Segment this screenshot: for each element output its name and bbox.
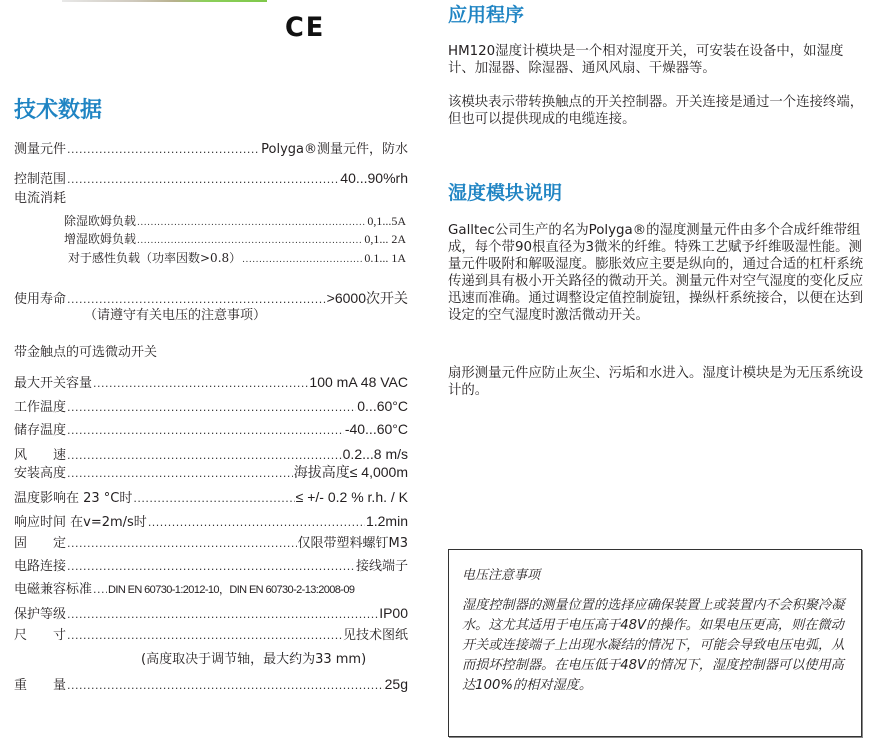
voltage-notice-text: 湿度控制器的测量位置的选择应确保装置上或装置内不会积聚冷凝水。这尤其适用于电压高于48V的操作。如果电压更高，则在微动开关或连接端子上出现水凝结的情况下，可能会导致电压电弧，从而损坏控制器。在电压低于48V的情况下，湿度控制器可以使用高达100%的相对湿度。 [462,598,845,693]
spec-row-dimensions [14,628,408,644]
spec-label: 最大开关容量 [14,376,93,391]
spec-label: 风 速 [14,448,67,463]
spec-label: 电磁兼容标准 [14,582,93,597]
leader-dots [67,423,344,439]
leader-dots [67,678,384,694]
spec-label: 对于感性负载（功率因数>0.8） [68,251,242,265]
spec-label: 使用寿命 [14,292,67,307]
application-paragraph-1: HM120湿度计模块是一个相对湿度开关，可安装在设备中，如湿度计、加湿器、除湿器、通风风扇、干燥器等。 [448,44,844,76]
spec-row-storage-temp [14,421,408,439]
spec-value: DIN EN 60730-1:2012-10，DIN EN 60730-2-13:2008-09 [108,584,355,596]
spec-value: >6000次开关 [326,290,408,306]
leader-dots [67,400,356,416]
spec-row-mounting [14,536,408,552]
spec-value: 40...90%rh [340,170,408,186]
ce-mark-icon: CE [285,12,326,43]
service-life-note: （请遵守有关电压的注意事项） [84,308,267,323]
module-description-heading: 湿度模块说明 [448,182,563,204]
spec-value: 仅限带塑料螺钉M3 [297,536,408,551]
spec-row-electrical-connection [14,559,408,575]
spec-row-max-switching-capacity [14,374,408,392]
spec-row-sensor [14,142,408,158]
spec-value: 25g [384,676,408,692]
spec-row-protection-class [14,605,408,623]
spec-group-current-consumption: 电流消耗 [14,191,67,206]
leader-dots [67,172,339,188]
spec-row-air-speed [14,446,408,464]
leader-dots [67,607,378,623]
voltage-notice-box [448,549,862,737]
spec-value: 见技术图纸 [342,628,408,643]
technical-data-heading: 技术数据 [14,98,103,123]
application-heading: 应用程序 [448,4,525,26]
leader-dots [67,292,326,308]
spec-value: IP00 [379,605,408,621]
spec-row-dehumid-load [64,213,406,231]
leader-dots [137,215,366,231]
spec-label: 重 量 [14,678,67,693]
top-image-strip [62,0,267,2]
spec-label: 响应时间 在v=2m/s时 [14,515,147,530]
voltage-notice-title: 电压注意事项 [462,568,541,583]
leader-dots [67,448,342,464]
spec-row-service-life [14,290,408,308]
spec-label: 安装高度 [14,466,67,481]
spec-label: 保护等级 [14,607,67,622]
leader-dots [67,536,296,552]
spec-label: 电路连接 [14,559,67,574]
spec-label: 尺 寸 [14,628,67,643]
spec-row-weight [14,676,408,694]
spec-value: 接线端子 [355,559,408,574]
dimensions-note: (高度取决于调节轴，最大约为33 mm) [141,652,367,667]
module-description-paragraph-1: Galltec公司生产的名为Polyga®的湿度测量元件由多个合成纤维带组成，每个带90根直径为3微米的纤维。特殊工艺赋予纤维吸湿性能。测量元件吸附和解吸湿度。膨胀效应主要是纵向的，通过合适的杠杆系统传递到具有极小开关路径的微动开关。测量元件对空气湿度的变化反应迅速而准确。通过调整设定值控制旋钮，操纵杆系统接合，以便在达到设定的空气湿度时激活微动开关。 [448,223,864,323]
leader-dots [137,233,363,249]
spec-label: 增湿欧姆负载 [64,232,137,246]
spec-value: ≤ +/- 0.2 % r.h. / K [295,489,408,505]
spec-value: Polyga®测量元件，防水 [261,142,408,157]
spec-label: 固 定 [14,536,67,551]
spec-value: 0,1... 2A [364,232,406,246]
spec-value: 海拔高度≤ 4,000m [293,464,408,480]
spec-label: 温度影响在 23 °C时 [14,491,133,506]
leader-dots [148,515,365,531]
spec-row-installation-altitude [14,464,408,482]
spec-value: -40...60°C [344,421,408,437]
spec-row-operating-temp [14,398,408,416]
spec-value: 0,1...5A [367,214,406,228]
spec-row-response-time [14,513,408,531]
leader-dots [93,582,107,598]
spec-label: 除湿欧姆负载 [64,214,137,228]
spec-row-humid-load [64,231,406,249]
leader-dots [67,559,355,575]
application-paragraph-2: 该模块表示带转换触点的开关控制器。开关连接是通过一个连接终端，但也可以提供现成的电缆连接。 [448,95,864,127]
spec-value: 1.2min [365,513,408,529]
spec-value: 0.1... 1A [364,251,406,265]
spec-value: 0...60°C [357,398,408,414]
spec-row-temperature-influence [14,489,408,507]
spec-label: 控制范围 [14,172,67,187]
leader-dots [242,252,363,268]
spec-label: 储存温度 [14,423,67,438]
leader-dots [67,628,342,644]
spec-group-optional-microswitch: 带金触点的可选微动开关 [14,345,158,360]
spec-row-control-range [14,170,408,188]
spec-value: 0.2...8 m/s [342,446,408,462]
spec-row-inductive-load [68,250,406,268]
leader-dots [93,376,308,392]
module-description-paragraph-2: 扇形测量元件应防止灰尘、污垢和水进入。湿度计模块是为无压系统设计的。 [448,366,864,398]
spec-row-emc-standard [14,582,408,598]
leader-dots [67,466,293,482]
leader-dots [133,491,294,507]
spec-label: 测量元件 [14,142,67,157]
leader-dots [67,142,260,158]
spec-value: 100 mA 48 VAC [309,374,408,390]
spec-label: 工作温度 [14,400,67,415]
